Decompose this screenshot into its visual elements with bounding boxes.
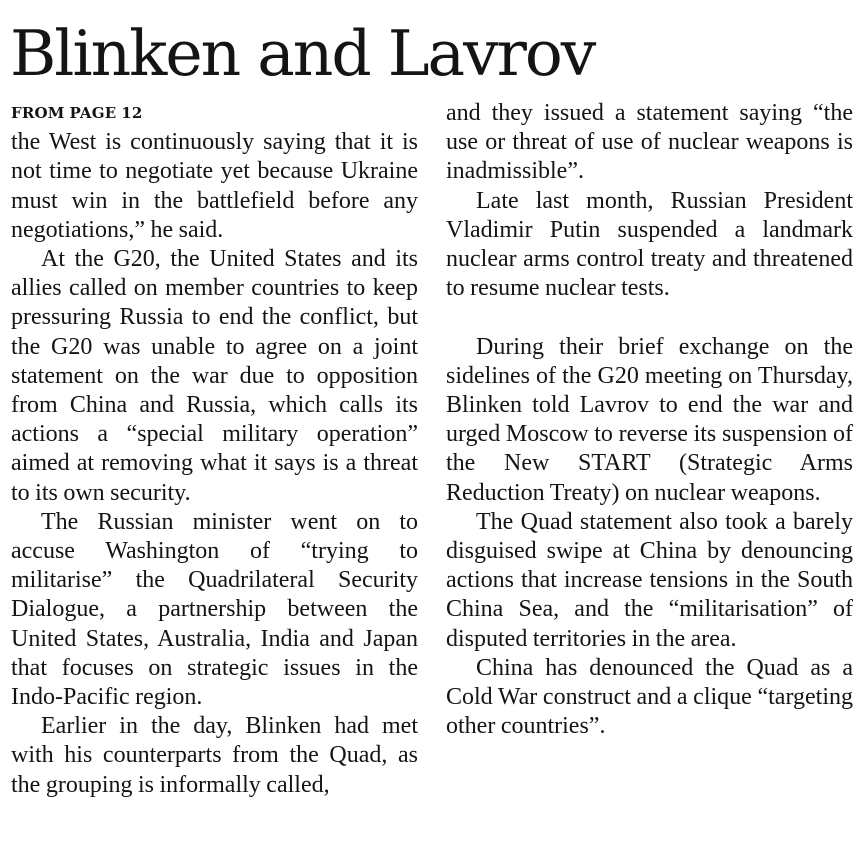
paragraph: At the G20, the United States and its allies called on member countries to keep pressuring Russia to end the conflict, but the G20 was unable to agree on a joint statement on the war due to opposition from China and Russia, which calls its actions a “special military operation” aimed at removing what it says is a threat to its own security. <box>11 246 418 506</box>
paragraph: China has denounced the Quad as a Cold War construct and a clique “targeting other countries”. <box>446 654 853 740</box>
paragraph: The Quad statement also took a barely disguised swipe at China by denouncing actions that increase tensions in the South China Sea, and the “militarisation” of disputed territories in the area. <box>446 508 853 652</box>
paragraph: the West is continuously saying that it is not time to negotiate yet because Ukraine must win in the battlefield before any negotiations,” he said. <box>11 129 418 243</box>
paragraph: The Russian minister went on to accuse Washington of “trying to militarise” the Quadrilateral Security Dialogue, a partnership between the United States, Australia, India and Japan that focuses on strategic issues in the Indo-Pacific region. <box>11 508 418 711</box>
paragraph: During their brief exchange on the sidelines of the G20 meeting on Thursday, Blinken told Lavrov to end the war and urged Moscow to reverse its suspension of the New START (Strategic Arms Reduction Treaty) on nuclear weapons. <box>446 333 853 506</box>
paragraph: Earlier in the day, Blinken had met with his counterparts from the Quad, as the grouping is informally called, <box>11 713 418 798</box>
continued-from-label: FROM PAGE 12 <box>11 104 143 122</box>
paragraph: and they issued a statement saying “the use or threat of use of nuclear weapons is inadmissible”. <box>446 100 853 185</box>
paragraph: Late last month, Russian President Vladimir Putin suspended a landmark nuclear arms control treaty and threatened to resume nuclear tests. <box>446 187 853 302</box>
headline: Blinken and Lavrov <box>10 17 595 90</box>
article-column-left <box>11 99 418 800</box>
article-column-right <box>446 99 853 741</box>
